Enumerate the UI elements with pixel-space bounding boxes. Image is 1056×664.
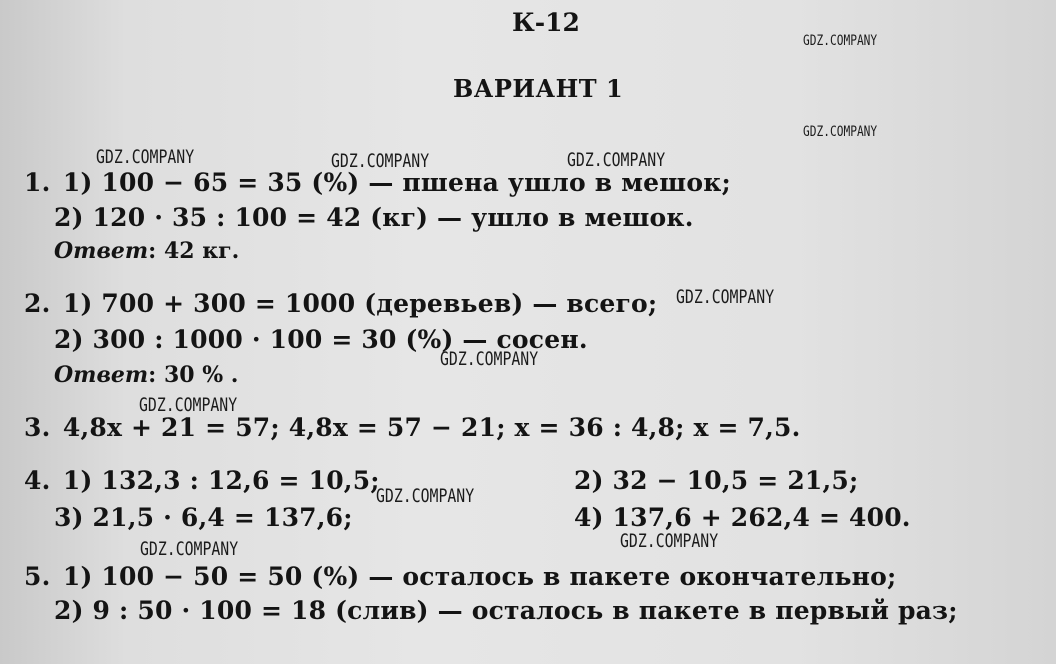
watermark: GDZ.COMPANY [376, 485, 475, 507]
problem-number: 5. [24, 562, 51, 591]
problem-4-step-4: 4) 137,6 + 262,4 = 400. [574, 503, 911, 532]
problem-number: 2. [24, 289, 51, 318]
solution-step: 4,8x + 21 = 57; 4,8x = 57 − 21; x = 36 : 4,8; x = 7,5. [62, 413, 801, 442]
watermark: GDZ.COMPANY [620, 530, 719, 552]
problem-number: 4. [24, 466, 51, 495]
watermark: GDZ.COMPANY [803, 33, 878, 49]
watermark: GDZ.COMPANY [331, 150, 430, 172]
problem-4-step-2: 2) 32 − 10,5 = 21,5; [574, 466, 859, 495]
problem-1-line-2: 2) 120 · 35 : 100 = 42 (кг) — ушло в мешок. [54, 203, 694, 232]
problem-2-line-1 [24, 289, 657, 318]
watermark: GDZ.COMPANY [440, 348, 539, 370]
problem-4-step-3: 3) 21,5 · 6,4 = 137,6; [54, 503, 353, 532]
watermark: GDZ.COMPANY [139, 394, 238, 416]
watermark: GDZ.COMPANY [803, 124, 878, 140]
variant-heading: ВАРИАНТ 1 [453, 74, 624, 103]
solution-step: 1) 132,3 : 12,6 = 10,5; [62, 466, 380, 495]
answer-label: Ответ [54, 362, 149, 388]
answer-value: : 30 % . [148, 362, 239, 388]
problem-2-line-2: 2) 300 : 1000 · 100 = 30 (%) — сосен. [54, 325, 588, 354]
problem-1-answer [54, 238, 239, 264]
problem-4-line-1 [24, 466, 380, 495]
solution-step: 1) 100 − 65 = 35 (%) — пшена ушло в мешок; [62, 168, 731, 197]
problem-2-answer [54, 362, 238, 388]
watermark: GDZ.COMPANY [567, 149, 666, 171]
watermark: GDZ.COMPANY [140, 538, 239, 560]
problem-number: 1. [24, 168, 51, 197]
problem-number: 3. [24, 413, 51, 442]
problem-5-line-1 [24, 562, 896, 591]
answer-label: Ответ [54, 238, 149, 264]
problem-1-line-1 [24, 168, 731, 197]
answer-value: : 42 кг. [148, 238, 240, 264]
watermark: GDZ.COMPANY [676, 286, 775, 308]
solution-step: 1) 100 − 50 = 50 (%) — осталось в пакете окончательно; [62, 562, 897, 591]
watermark: GDZ.COMPANY [96, 146, 195, 168]
page-title: К-12 [512, 8, 580, 37]
solution-step: 1) 700 + 300 = 1000 (деревьев) — всего; [62, 289, 658, 318]
problem-3-line-1 [24, 413, 801, 442]
problem-5-line-2: 2) 9 : 50 · 100 = 18 (слив) — осталось в пакете в первый раз; [54, 596, 958, 625]
